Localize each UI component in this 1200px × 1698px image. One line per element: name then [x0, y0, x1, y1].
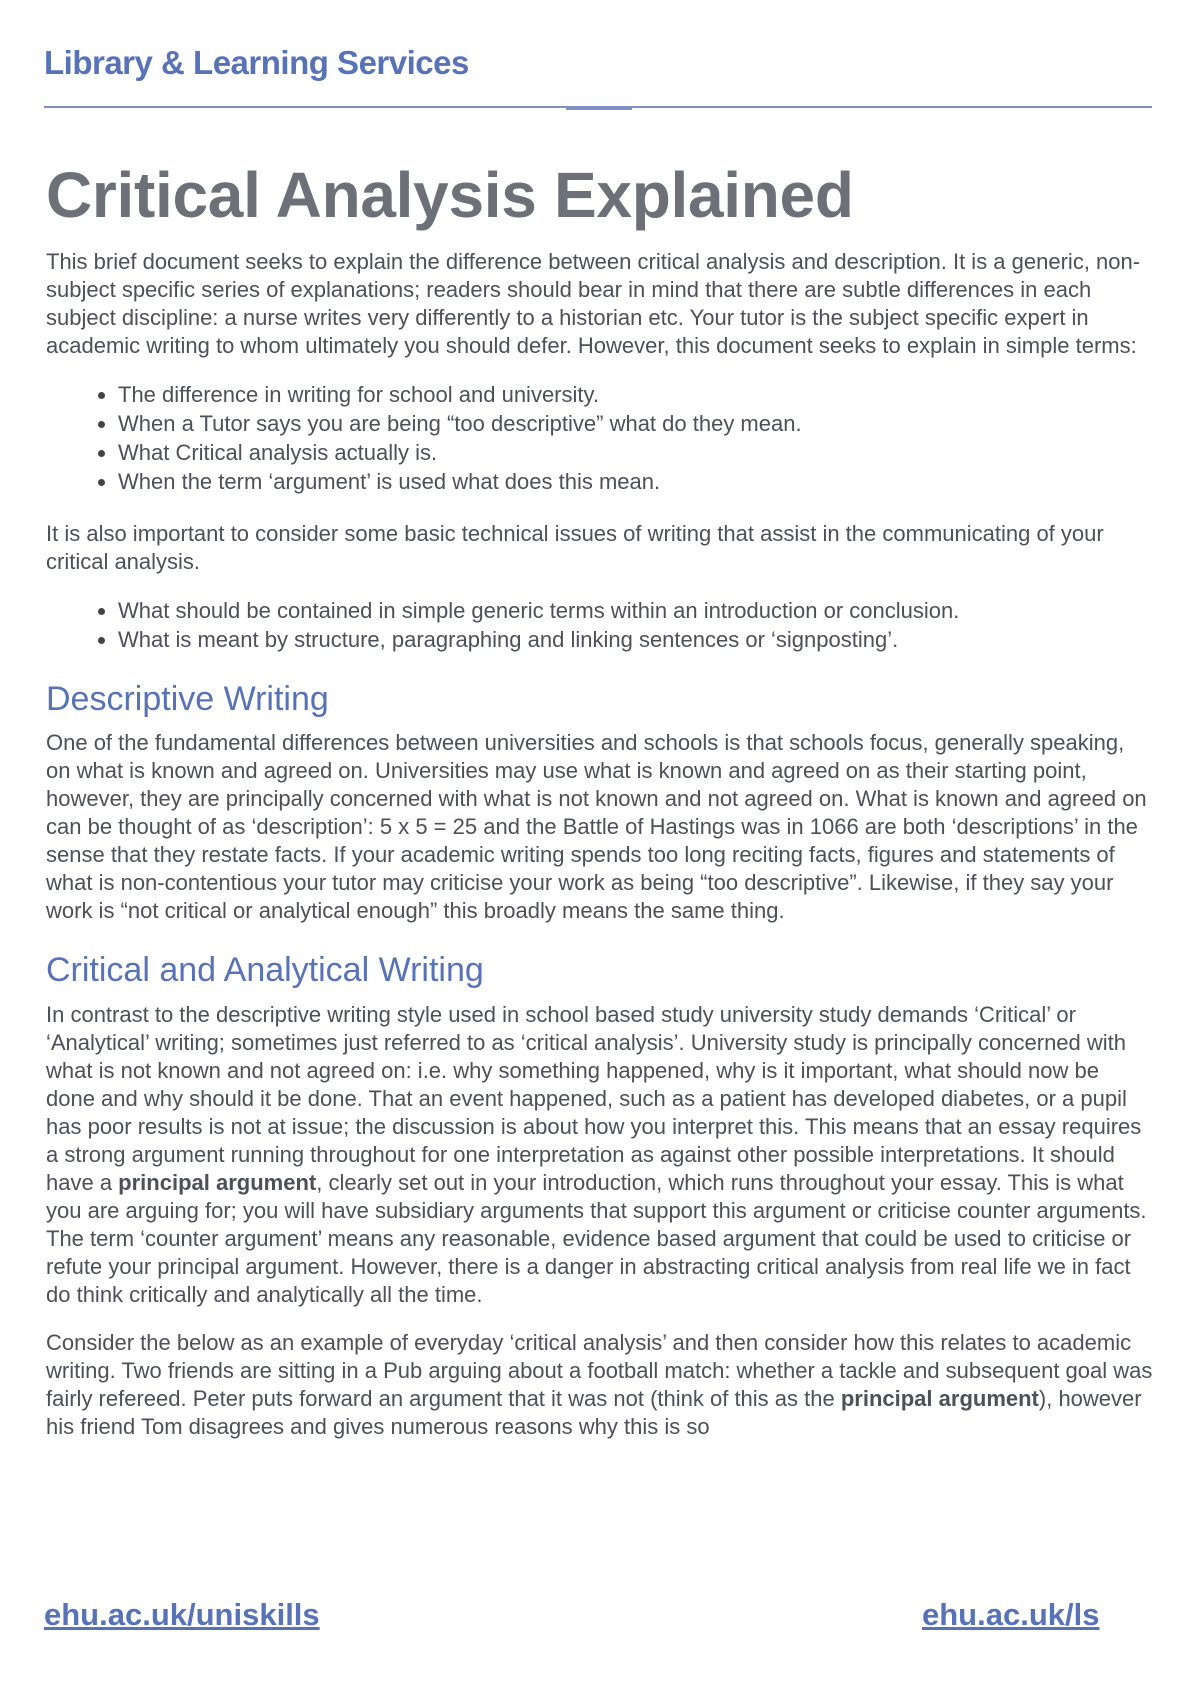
example-paragraph: [46, 1329, 1154, 1441]
list-item: • When the term ‘argument’ is used what does this mean.: [118, 467, 1154, 496]
critical-text-part1: In contrast to the descriptive writing style used in school based study university study demands ‘Critical’ or ‘Analytical’ writing; sometimes just referred to as ‘critical analysis’. University study is principally concerned with what is not known and not agreed on: i.e. why something happened, why is it important, what should now be done and why should it be done. That an event happened, such as a patient has developed diabetes, or a pupil has poor results is not at issue; the discussion is about how you interpret this. This means that an essay requires a strong argument running throughout for one interpretation as against other possible interpretations. It should have a: [46, 1001, 1142, 1195]
example-text-bold: principal argument: [840, 1385, 1039, 1411]
section-heading-critical: Critical and Analytical Writing: [46, 951, 484, 990]
descriptive-paragraph: One of the fundamental differences between universities and schools is that schools focus, generally speaking, on what is known and agreed on. Universities may use what is known and agreed on as their starting point, however, they are principally concerned with what is not known and not agreed on. What is known and agreed on can be thought of as ‘description’: 5 x 5 = 25 and the Battle of Hastings was in 1066 are both ‘descriptions’ in the sense that they restate facts. If your academic writing spends too long reciting facts, figures and statements of what is non-contentious your tutor may criticise your work as being “too descriptive”. Likewise, if they say your work is “not critical or analytical enough” this broadly means the same thing.: [46, 730, 1147, 924]
header-divider-accent: [566, 106, 632, 110]
footer-link-ls[interactable]: ehu.ac.uk/ls: [922, 1597, 1100, 1632]
list-item: • When a Tutor says you are being “too descriptive” what do they mean.: [118, 409, 1154, 438]
example-text-part2: ), however his friend Tom disagrees and gives numerous reasons why this is so: [46, 1385, 1142, 1439]
list-item: • What is meant by structure, paragraphing and linking sentences or ‘signposting’.: [118, 625, 1154, 654]
list-item: • What Critical analysis actually is.: [118, 438, 1154, 467]
footer-link-uniskills[interactable]: ehu.ac.uk/uniskills: [44, 1597, 320, 1632]
example-text-part1: Consider the below as an example of everyday ‘critical analysis’ and then consider how this relates to academic writing. Two friends are sitting in a Pub arguing about a football match: whether a tackle and subsequent goal was fairly refereed. Peter puts forward an argument that it was not (think of this as the: [46, 1329, 1153, 1411]
critical-paragraph: [46, 1001, 1154, 1309]
list-item: • The difference in writing for school and university.: [118, 380, 1154, 409]
topics-list: [46, 380, 1154, 496]
technical-list: [46, 596, 1154, 654]
document-title: Critical Analysis Explained: [46, 159, 854, 231]
list-item: • What should be contained in simple generic terms within an introduction or conclusion.: [118, 596, 1154, 625]
document-content: [46, 160, 1154, 1461]
section-heading-descriptive: Descriptive Writing: [46, 680, 329, 719]
critical-text-bold: principal argument: [118, 1169, 317, 1195]
technical-paragraph: It is also important to consider some basic technical issues of writing that assist in the communicating of your critical analysis.: [46, 521, 1104, 575]
header-brand: Library & Learning Services: [44, 44, 469, 81]
critical-text-part2: , clearly set out in your introduction, which runs throughout your essay. This is what you are arguing for; you will have subsidiary arguments that support this argument or criticise counter arguments. The term ‘counter argument’ means any reasonable, evidence based argument that could be used to criticise or refute your principal argument. However, there is a danger in abstracting critical analysis from real life we in fact do think critically and analytically all the time.: [46, 1169, 1147, 1307]
intro-paragraph: This brief document seeks to explain the difference between critical analysis and description. It is a generic, non-subject specific series of explanations; readers should bear in mind that there are subtle differences in each subject discipline: a nurse writes very differently to a historian etc. Your tutor is the subject specific expert in academic writing to whom ultimately you should defer. However, this document seeks to explain in simple terms:: [46, 249, 1141, 359]
